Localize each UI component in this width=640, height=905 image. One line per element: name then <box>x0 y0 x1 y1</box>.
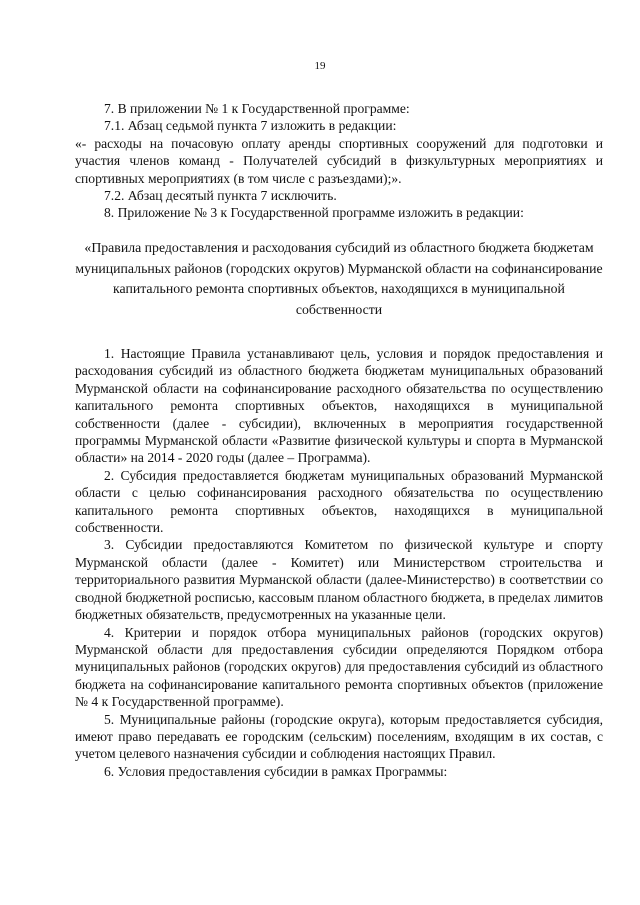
rule-paragraph-5: 5. Муниципальные районы (городские округа), которым предоставляется субсидия, имеют право передавать ее городским (сельским) поселениям, входящим в их состав, с учетом целевого назначения субсидии и соблюдения настоящих Правил. <box>75 711 603 762</box>
rule-paragraph-2: 2. Субсидия предоставляется бюджетам муниципальных образований Мурманской области с целью софинансирования расходного обязательства по осуществлению капитального ремонта спортивных объектов, находящихся в муниципальной собственности. <box>75 467 603 536</box>
rule-paragraph-6: 6. Условия предоставления субсидии в рамках Программы: <box>104 763 448 779</box>
amendment-item-8: 8. Приложение № 3 к Государственной программе изложить в редакции: <box>104 205 524 221</box>
rule-paragraph-3: 3. Субсидии предоставляются Комитетом по физической культуре и спорту Мурманской области (далее - Комитет) или Министерством строительства и территориального развития Мурманской области (далее-Министерство) в соответствии со сводной бюджетной росписью, кассовым планом областного бюджета, в пределах лимитов бюджетных обязательств, предусмотренных на указанные цели. <box>75 537 603 623</box>
rule-paragraph-1: 1. Настоящие Правила устанавливают цель, условия и порядок предоставления и расходования субсидий из областного бюджета бюджетам муниципальных образований Мурманской области на софинансирование расходного обязательства по осуществлению капитального ремонта спортивных объектов, находящихся в муниципальной собственности (далее - субсидии), включенных в мероприятия государственной программы Мурманской области «Развитие физической культуры и спорта в Мурманской области» на 2014 - 2020 годы (далее – Программа). <box>75 346 603 466</box>
page-number: 19 <box>314 60 326 72</box>
rules-title-block <box>75 238 603 320</box>
amendment-item-7-2: 7.2. Абзац десятый пункта 7 исключить. <box>104 188 337 204</box>
rule-paragraph-4: 4. Критерии и порядок отбора муниципальных районов (городских округов) Мурманской области для предоставления субсидии определяются Порядком отбора муниципальных районов (городских округов) для предоставления субсидий из областного бюджета на софинансирование капитального ремонта спортивных объектов (приложение № 4 к Государственной программе). <box>75 624 603 710</box>
rules-title: «Правила предоставления и расходования субсидий из областного бюджета бюджетам муниципальных районов (городских округов) Мурманской области на софинансирование капитального ремонта спортивных объектов, находящихся в муниципальной собственности <box>75 240 603 317</box>
amendments-block <box>75 100 603 222</box>
amendment-item-7-1: 7.1. Абзац седьмой пункта 7 изложить в редакции: <box>104 118 397 134</box>
amendment-item-7: 7. В приложении № 1 к Государственной программе: <box>104 101 410 116</box>
rules-body <box>75 345 603 780</box>
amendment-quote: «- расходы на почасовую оплату аренды спортивных сооружений для подготовки и участия членов команд - Получателей субсидий в физкультурных мероприятиях и спортивных мероприятиях (в том числе с разъездами);». <box>75 135 603 186</box>
